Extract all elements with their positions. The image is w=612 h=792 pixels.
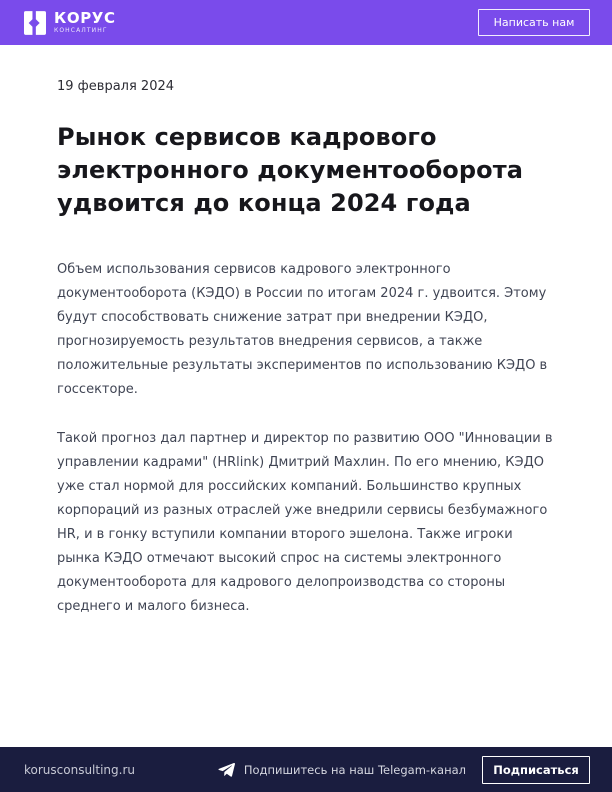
telegram-cta (218, 761, 466, 778)
footer (0, 747, 612, 792)
header (0, 0, 612, 45)
logo (24, 10, 116, 36)
article-paragraph-2: Такой прогноз дал партнер и директор по развитию ООО "Инновации в управлении кадрами" (HRlink) Дмитрий Махлин. По его мнению, КЭДО уже стал нормой для российских компаний. Большинство крупных корпораций из разных отраслей уже внедрили сервисы безбумажного HR, и в гонку вступили компании второго эшелона. Также игроки рынка КЭДО отмечают высокий спрос на системы электронного документооборота для кадрового делопроизводства со стороны среднего и малого бизнеса. (57, 431, 553, 614)
site-link[interactable]: korusconsulting.ru (24, 762, 136, 777)
logo-text (54, 11, 116, 34)
logo-title: КОРУС (54, 9, 116, 27)
telegram-cta-label: Подпишитесь на наш Telegam-канал (243, 762, 466, 777)
article-title: Рынок сервисов кадрового электронного документооборота удвоится до конца 2024 года (57, 123, 524, 217)
article-date: 19 февраля 2024 (57, 79, 175, 94)
article-paragraph-1: Объем использования сервисов кадрового электронного документооборота (КЭДО) в России по итогам 2024 г. удвоится. Этому будут способствовать снижение затрат при внедрении КЭДО, прогнозируемость результатов внедрения сервисов, а также положительные результаты экспериментов по использованию КЭДО в госсекторе. (57, 262, 548, 397)
article (0, 45, 612, 619)
telegram-plane-icon (218, 761, 235, 778)
logo-subtitle: КОНСАЛТИНГ (54, 27, 108, 34)
subscribe-button[interactable]: Подписаться (482, 756, 590, 784)
contact-button[interactable]: Написать нам (478, 9, 590, 36)
korus-logo-icon (24, 10, 46, 36)
